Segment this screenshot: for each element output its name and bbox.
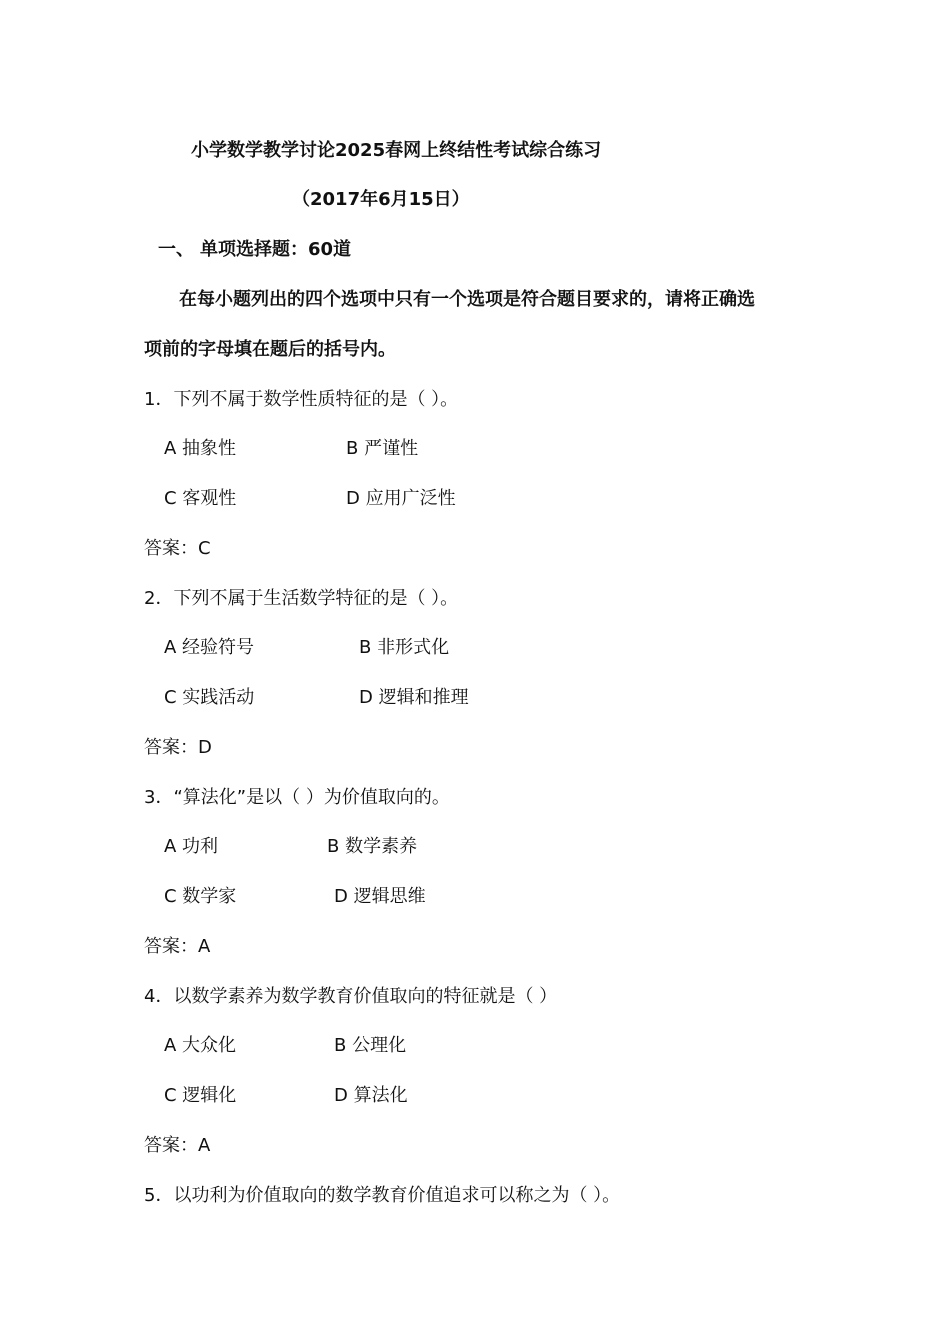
instructions-line-1: 在每小题列出的四个选项中只有一个选项是符合题目要求的，请将正确选 [179, 289, 755, 310]
instructions-line-2: 项前的字母填在题后的括号内。 [144, 339, 396, 360]
question-answer: 答案：A [144, 1135, 211, 1156]
section-label: 单项选择题：60道 [200, 239, 352, 260]
document-title: 小学数学教学讨论2025春网上终结性考试综合练习 [191, 140, 602, 161]
question-option: C 实践活动 [164, 687, 255, 708]
question-stem: 5．以功利为价值取向的数学教育价值追求可以称之为（ ）。 [144, 1185, 621, 1206]
question-stem: 1．下列不属于数学性质特征的是（ ）。 [144, 389, 459, 410]
section-heading [158, 238, 351, 262]
question-option: B 非形式化 [359, 637, 450, 658]
question-option: C 客观性 [164, 488, 237, 509]
question-option: B 公理化 [334, 1035, 407, 1056]
question-stem: 4．以数学素养为数学教育价值取向的特征就是（ ） [144, 986, 558, 1007]
question-option: A 大众化 [164, 1035, 237, 1056]
question-option: B 严谨性 [346, 438, 419, 459]
question-option: C 数学家 [164, 886, 237, 907]
question-answer: 答案：C [144, 538, 211, 559]
question-stem: 3．“算法化”是以（ ）为价值取向的。 [144, 787, 450, 808]
question-option: D 算法化 [334, 1085, 408, 1106]
section-number: 一、 [158, 239, 194, 260]
question-option: B 数学素养 [327, 836, 418, 857]
question-option: A 功利 [164, 836, 219, 857]
question-option: A 抽象性 [164, 438, 237, 459]
question-answer: 答案：D [144, 737, 212, 758]
question-option: C 逻辑化 [164, 1085, 237, 1106]
question-answer: 答案：A [144, 936, 211, 957]
question-option: D 逻辑思维 [334, 886, 426, 907]
question-option: D 应用广泛性 [346, 488, 456, 509]
question-stem: 2．下列不属于生活数学特征的是（ ）。 [144, 588, 459, 609]
question-option: D 逻辑和推理 [359, 687, 469, 708]
document-date: （2017年6月15日） [292, 189, 470, 210]
question-option: A 经验符号 [164, 637, 255, 658]
